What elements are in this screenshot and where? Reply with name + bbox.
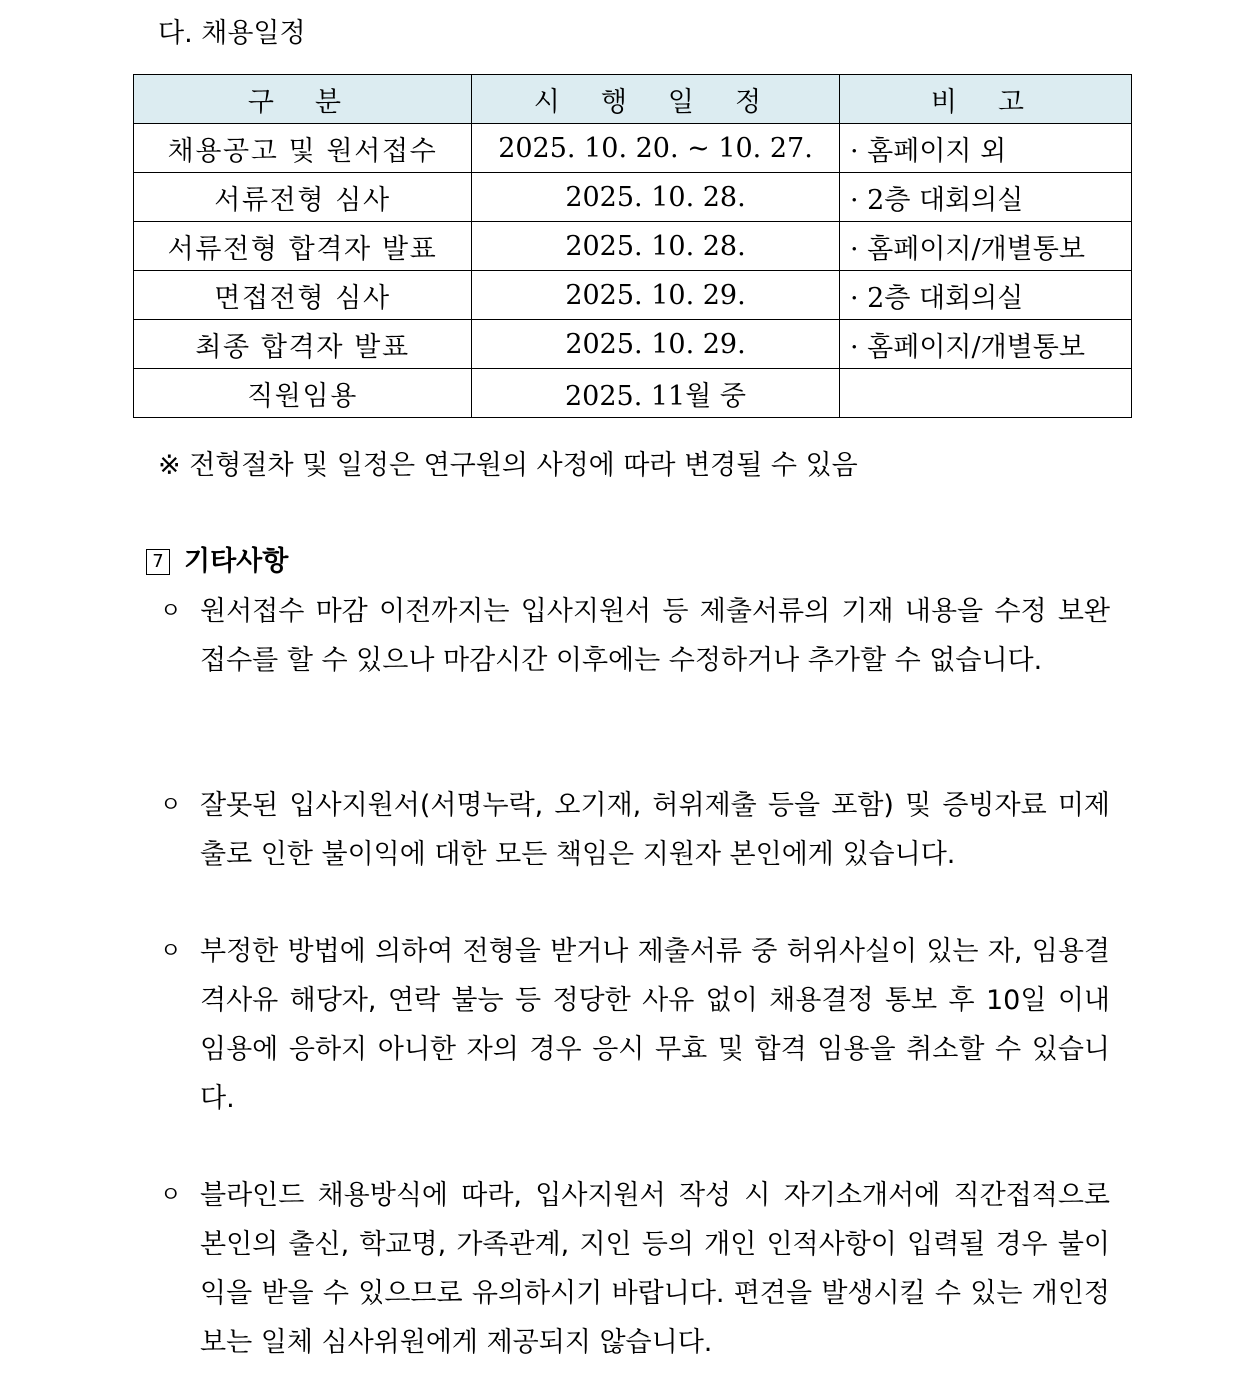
row-date: 2025. 10. 28. [472,222,840,271]
row-item: 직원임용 [134,369,472,418]
table-row [134,320,1132,369]
row-remark: · 2층 대회의실 [840,173,1132,222]
schedule-note: ※ 전형절차 및 일정은 연구원의 사정에 따라 변경될 수 있음 [158,450,858,481]
header-date: 시 행 일 정 [472,75,840,124]
table-row [134,271,1132,320]
list-item [160,1171,1110,1367]
list-item-text: 부정한 방법에 의하여 전형을 받거나 제출서류 중 허위사실이 있는 자, 임용결격사유 해당자, 연락 불능 등 정당한 사유 없이 채용결정 통보 후 10일 이내 임용에 응하지 아니한 자의 경우 응시 무효 및 합격 임용을 취소할 수 있습니다. [200,936,1110,1114]
table-row [134,173,1132,222]
header-category: 구 분 [134,75,472,124]
list-item [160,781,1110,879]
row-date: 2025. 10. 29. [472,320,840,369]
row-remark: · 홈페이지/개별통보 [840,320,1132,369]
section-number-box: 7 [146,549,170,575]
row-item: 최종 합격자 발표 [134,320,472,369]
header-remark: 비 고 [840,75,1132,124]
row-date: 2025. 10. 28. [472,173,840,222]
row-remark: · 2층 대회의실 [840,271,1132,320]
table-row [134,369,1132,418]
row-remark: · 홈페이지/개별통보 [840,222,1132,271]
list-item-text: 잘못된 입사지원서(서명누락, 오기재, 허위제출 등을 포함) 및 증빙자료 미제출로 인한 불이익에 대한 모든 책임은 지원자 본인에게 있습니다. [200,790,1110,870]
bullet-circle-icon: ㅇ [160,599,182,624]
row-remark: · 홈페이지 외 [840,124,1132,173]
list-item [160,927,1110,1123]
row-item: 서류전형 심사 [134,173,472,222]
table-header-row [134,75,1132,124]
list-item-text: 원서접수 마감 이전까지는 입사지원서 등 제출서류의 기재 내용을 수정 보완 접수를 할 수 있으나 마감시간 이후에는 수정하거나 추가할 수 없습니다. [200,596,1110,676]
bullet-circle-icon: ㅇ [160,1183,182,1208]
other-section-title: 기타사항 [184,546,289,577]
bullet-circle-icon: ㅇ [160,939,182,964]
other-section-heading [146,542,288,582]
section-title: 다. 채용일정 [158,18,306,49]
row-date: 2025. 10. 29. [472,271,840,320]
row-date: 2025. 11월 중 [472,369,840,418]
row-item: 면접전형 심사 [134,271,472,320]
row-item: 채용공고 및 원서접수 [134,124,472,173]
row-date: 2025. 10. 20. ~ 10. 27. [472,124,840,173]
bullet-circle-icon: ㅇ [160,793,182,818]
list-item-text: 블라인드 채용방식에 따라, 입사지원서 작성 시 자기소개서에 직간접적으로 본인의 출신, 학교명, 가족관계, 지인 등의 개인 인적사항이 입력될 경우 불이익을 받을 수 있으므로 유의하시기 바랍니다. 편견을 발생시킬 수 있는 개인정보는 일체 심사위원에게 제공되지 않습니다. [200,1180,1110,1358]
table-row [134,124,1132,173]
list-item [160,587,1110,685]
table-row [134,222,1132,271]
schedule-table [133,74,1132,418]
row-item: 서류전형 합격자 발표 [134,222,472,271]
row-remark [840,369,1132,418]
